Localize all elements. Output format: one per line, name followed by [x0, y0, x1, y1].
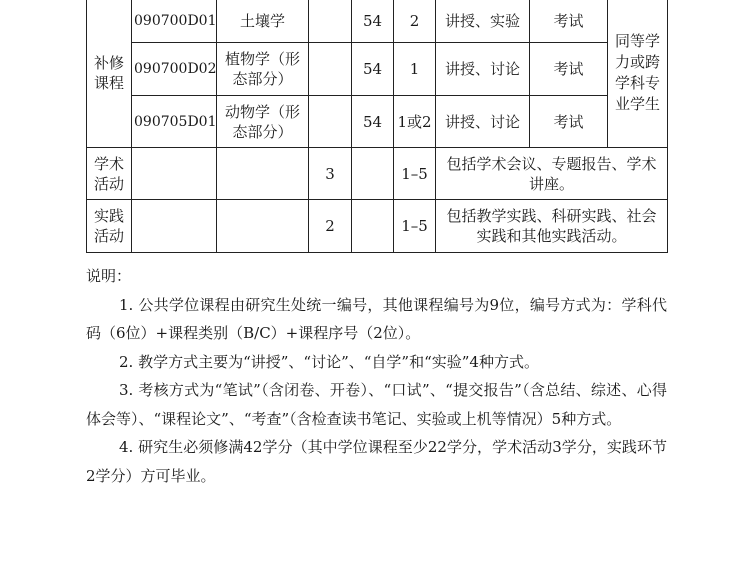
group-note-cell: 同等学力或跨学科专业学生: [608, 0, 668, 148]
credits-cell: 1: [394, 43, 436, 96]
exam-cell: 考试: [530, 43, 608, 96]
notes-heading: 说明：: [86, 267, 132, 285]
method-cell: 讲授、讨论: [436, 96, 530, 148]
credits-cell: 2: [394, 0, 436, 43]
course-name-cell: 动物学（形态部分）: [217, 96, 309, 148]
note-item: 1. 公共学位课程由研究生处统一编号，其他课程编号为9位，编号方式为：学科代码（6位）+课程类别（B/C）+课程序号（2位）。: [86, 295, 667, 342]
course-code-cell: 090705D01: [132, 96, 217, 148]
empty-cell: [217, 148, 309, 200]
empty-cell: [132, 148, 217, 200]
empty-cell: [309, 0, 352, 43]
practice-semester-cell: 1–5: [394, 200, 436, 253]
academic-desc-cell: 包括学术会议、专题报告、学术讲座。: [436, 148, 668, 200]
exam-cell: 考试: [530, 96, 608, 148]
empty-cell: [309, 96, 352, 148]
empty-cell: [352, 148, 394, 200]
table-row: [87, 200, 668, 253]
credits-cell: 1或2: [394, 96, 436, 148]
hours-cell: 54: [352, 96, 394, 148]
method-cell: 讲授、实验: [436, 0, 530, 43]
empty-cell: [132, 200, 217, 253]
note-item: 2. 教学方式主要为“讲授”、“讨论”、“自学”和“实验”4种方式。: [119, 352, 539, 371]
academic-credits-cell: 3: [309, 148, 352, 200]
note-item: 3. 考核方式为“笔试”（含闭卷、开卷）、“口试”、“提交报告”（含总结、综述、心得体会等）、“课程论文”、“考查”（含检查读书笔记、实验或上机等情况）5种方式。: [86, 381, 667, 428]
academic-semester-cell: 1–5: [394, 148, 436, 200]
exam-cell: 考试: [530, 0, 608, 43]
course-code-cell: 090700D02: [132, 43, 217, 96]
practice-desc-cell: 包括教学实践、科研实践、社会实践和其他实践活动。: [436, 200, 668, 253]
empty-cell: [352, 200, 394, 253]
hours-cell: 54: [352, 43, 394, 96]
table-row: [87, 0, 668, 43]
notes-section: [86, 262, 667, 490]
course-name-cell: 土壤学: [217, 0, 309, 43]
group-label-cell: 补修课程: [87, 0, 132, 148]
empty-cell: [217, 200, 309, 253]
hours-cell: 54: [352, 0, 394, 43]
course-name-cell: 植物学（形态部分）: [217, 43, 309, 96]
table-row: [87, 96, 668, 148]
method-cell: 讲授、讨论: [436, 43, 530, 96]
note-item: 4. 研究生必须修满42学分（其中学位课程至少22学分，学术活动3学分，实践环节2学分）方可毕业。: [86, 438, 667, 485]
course-code-cell: 090700D01: [132, 0, 217, 43]
practice-label-cell: 实践活动: [87, 200, 132, 253]
practice-credits-cell: 2: [309, 200, 352, 253]
table-row: [87, 43, 668, 96]
course-table: [86, 0, 668, 253]
table-row: [87, 148, 668, 200]
academic-label-cell: 学术活动: [87, 148, 132, 200]
empty-cell: [309, 43, 352, 96]
